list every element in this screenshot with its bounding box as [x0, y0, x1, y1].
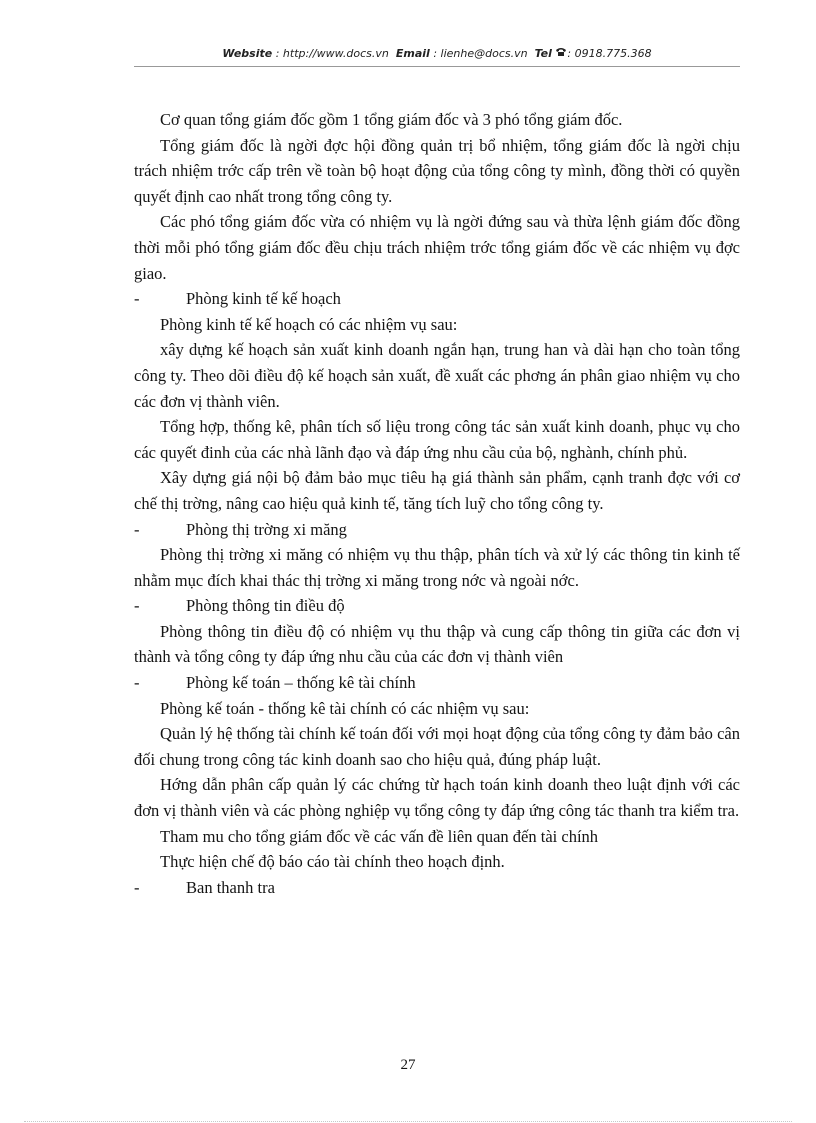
tel-label: Tel	[534, 47, 552, 60]
document-body	[134, 107, 740, 900]
tel-value: : 0918.775.368	[567, 47, 652, 60]
footer-divider	[24, 1121, 792, 1122]
page-number: 27	[400, 1057, 416, 1073]
section-heading	[134, 593, 740, 619]
section-heading-text: Phòng thông tin điều độ	[186, 596, 345, 616]
section-heading	[134, 286, 740, 312]
page-header	[134, 47, 740, 65]
paragraph: Phòng thị trờng xi măng có nhiệm vụ thu thập, phân tích và xử lý các thông tin kinh tế nhằm mục đích khai thác thị trờng xi măng trong nớc và ngoài nớc.	[134, 545, 740, 590]
website-value: : http://www.docs.vn	[275, 47, 389, 60]
paragraph: Các phó tổng giám đốc vừa có nhiệm vụ là ngời đứng sau và thừa lệnh giám đốc đồng thời mỗi phó tổng giám đốc đều chịu trách nhiệm trớc tổng giám đốc về các nhiệm vụ đợc giao.	[134, 212, 740, 283]
section-heading-text: Phòng kế toán – thống kê tài chính	[186, 673, 416, 693]
section-heading	[134, 517, 740, 543]
section-heading	[134, 670, 740, 696]
bullet-dash: -	[134, 519, 140, 539]
paragraph: Tham mu cho tổng giám đốc về các vấn đề liên quan đến tài chính	[160, 826, 599, 846]
email-label: Email	[395, 47, 430, 60]
section-heading-text: Ban thanh tra	[186, 877, 275, 897]
bullet-dash: -	[134, 673, 140, 693]
paragraph: Hớng dẫn phân cấp quản lý các chứng từ hạch toán kinh doanh theo luật định với các đơn vị thành viên và các phòng nghiệp vụ tổng công ty đáp ứng công tác thanh tra kiểm tra.	[134, 775, 740, 821]
paragraph: Xây dựng giá nội bộ đảm bảo mục tiêu hạ giá thành sản phẩm, cạnh tranh đợc với cơ chế thị trờng, nâng cao hiệu quả kinh tế, tăng tích luỹ cho tổng công ty.	[134, 468, 740, 513]
paragraph: Phòng kế toán - thống kê tài chính có các nhiệm vụ sau:	[160, 698, 530, 718]
phone-icon	[555, 47, 567, 60]
section-heading	[134, 875, 740, 901]
paragraph: Cơ quan tổng giám đốc gồm 1 tổng giám đốc và 3 phó tổng giám đốc.	[160, 110, 623, 129]
paragraph: Phòng kinh tế kế hoạch có các nhiệm vụ sau:	[160, 314, 458, 334]
email-value: : lienhe@docs.vn	[433, 47, 528, 60]
bullet-dash: -	[134, 877, 140, 897]
paragraph: Quản lý hệ thống tài chính kế toán đối với mọi hoạt động của tổng công ty đảm bảo cân đối chung trong công tác kinh doanh sao cho hiệu quả, đúng pháp luật.	[134, 724, 740, 769]
bullet-dash: -	[134, 289, 140, 309]
header-divider	[134, 66, 740, 67]
website-label: Website	[222, 47, 273, 60]
paragraph: Thực hiện chế độ báo cáo tài chính theo hoạch định.	[160, 852, 505, 872]
paragraph: Tổng giám đốc là ngời đợc hội đồng quản trị bổ nhiệm, tổng giám đốc là ngời chịu trách nhiệm trớc cấp trên về toàn bộ hoạt động của tổng công ty mình, đồng thời có quyền quyết định cao nhất trong tổng công ty.	[134, 135, 740, 206]
section-heading-text: Phòng kinh tế kế hoạch	[186, 289, 341, 309]
bullet-dash: -	[134, 596, 140, 616]
paragraph: Tổng hợp, thống kê, phân tích số liệu trong công tác sản xuất kinh doanh, phục vụ cho các quyết đinh của các nhà lãnh đạo và đáp ứng nhu cầu của bộ, nghành, chính phủ.	[134, 417, 740, 462]
paragraph: Phòng thông tin điều độ có nhiệm vụ thu thập và cung cấp thông tin giữa các đơn vị thành và tổng công ty đáp ứng nhu cầu của các đơn vị thành viên	[134, 621, 740, 667]
paragraph: xây dựng kế hoạch sản xuất kinh doanh ngắn hạn, trung han và dài hạn cho toàn tổng công ty. Theo dõi điều độ kế hoạch sản xuất, đề xuất các phơng án phân giao nhiệm vụ cho các đơn vị thành viên.	[134, 340, 740, 411]
section-heading-text: Phòng thị trờng xi măng	[186, 519, 347, 539]
